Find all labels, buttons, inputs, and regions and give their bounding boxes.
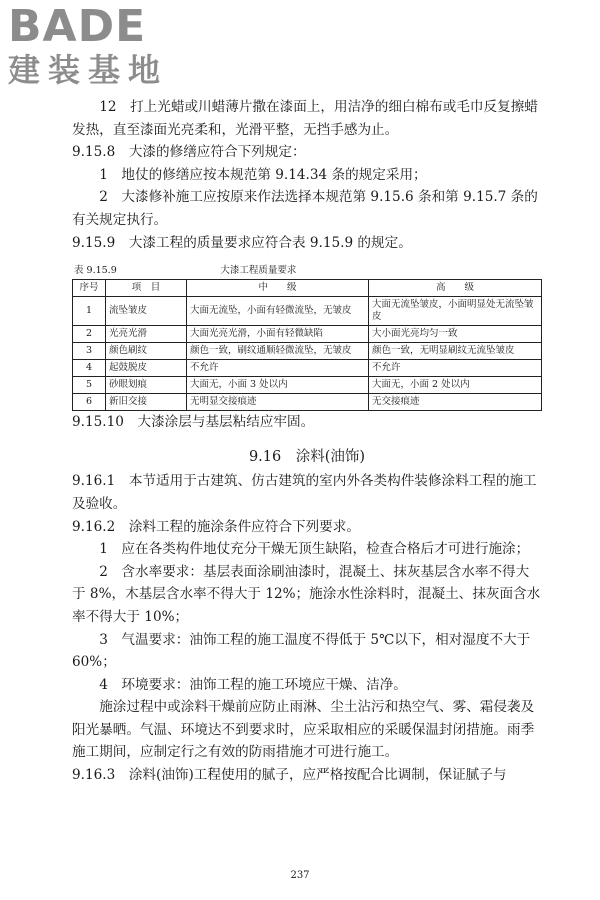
quality-table bbox=[72, 279, 542, 411]
column-header: 序号 bbox=[73, 280, 106, 297]
paragraph: 2 含水率要求：基层表面涂刷油漆时，混凝土、抹灰基层含水率不得大于 8%，木基层含水率不得大于 12%；施涂水性涂料时，混凝土、抹灰面含水率不得大于 10%； bbox=[72, 563, 541, 625]
paragraph: 3 气温要求：油饰工程的施工温度不得低于 5℃以下，相对湿度不大于 60%； bbox=[72, 631, 531, 671]
logo-brand: BADE bbox=[8, 1, 147, 52]
table-id: 表 9.15.9 bbox=[74, 265, 117, 277]
paragraph: 12 打上光蜡或川蜡薄片撒在漆面上，用洁净的细白棉布或毛巾反复擦蜡发热，直至漆面光亮柔和，光滑平整，无挡手感为止。 bbox=[72, 99, 538, 138]
table-cell: 新旧交接 bbox=[106, 394, 187, 411]
table-cell: 流坠皱皮 bbox=[106, 297, 187, 326]
page-number: 237 bbox=[290, 870, 310, 881]
table-cell: 大面无流坠皱皮，小面明显处无流坠皱皮 bbox=[369, 297, 542, 326]
paragraph: 9.15.9 大漆工程的质量要求应符合表 9.15.9 的规定。 bbox=[72, 234, 412, 251]
table-cell: 大面无，小面 2 处以内 bbox=[369, 377, 542, 394]
table-cell: 光亮光滑 bbox=[106, 326, 187, 343]
table-cell: 大面无流坠，小面有轻微流坠，无皱皮 bbox=[187, 297, 369, 326]
paragraph: 1 地仗的修缮应按本规范第 9.14.34 条的规定采用； bbox=[99, 166, 427, 183]
column-header: 高 级 bbox=[369, 280, 542, 297]
section-title: 9.16 涂料(油饰) bbox=[248, 448, 366, 465]
table-row bbox=[73, 326, 542, 343]
table-row bbox=[73, 297, 542, 326]
table-cell: 5 bbox=[73, 377, 106, 394]
table-cell: 4 bbox=[73, 360, 106, 377]
table-row bbox=[73, 377, 542, 394]
table-cell: 大小面光亮均匀一致 bbox=[369, 326, 542, 343]
table-cell: 起鼓脱皮 bbox=[106, 360, 187, 377]
quality-table-block bbox=[72, 264, 542, 411]
table-cell: 无明显交接痕迹 bbox=[187, 394, 369, 411]
table-cell: 颜色一致，刷纹通顺轻微流坠，无皱皮 bbox=[187, 343, 369, 360]
table-cell: 不允许 bbox=[369, 360, 542, 377]
table-row bbox=[73, 394, 542, 411]
table-row bbox=[73, 343, 542, 360]
paragraph: 2 大漆修补施工应按原来作法选择本规范第 9.15.6 条和第 9.15.7 条的有关规定执行。 bbox=[72, 189, 538, 228]
table-cell: 砂眼划痕 bbox=[106, 377, 187, 394]
paragraph: 9.16.2 涂料工程的施涂条件应符合下列要求。 bbox=[72, 518, 360, 535]
table-cell: 颜色刷纹 bbox=[106, 343, 187, 360]
table-header-row bbox=[73, 280, 542, 297]
column-header: 中 级 bbox=[187, 280, 369, 297]
paragraph: 9.15.8 大漆的修缮应符合下列规定： bbox=[72, 144, 306, 161]
logo-subtitle: 建装基地 bbox=[8, 51, 169, 89]
paragraph: 9.16.3 涂料(油饰)工程使用的腻子，应严格按配合比调制，保证腻子与 bbox=[72, 767, 507, 784]
paragraph: 1 应在各类构件地仗充分干燥无顶生缺陷，检查合格后才可进行施涂； bbox=[99, 541, 530, 558]
table-cell: 3 bbox=[73, 343, 106, 360]
table-cell: 颜色一致，无明显刷纹无流坠皱皮 bbox=[369, 343, 542, 360]
column-header: 项 目 bbox=[106, 280, 187, 297]
table-cell: 不允许 bbox=[187, 360, 369, 377]
paragraph: 9.16.1 本节适用于古建筑、仿古建筑的室内外各类构件装修涂料工程的施工及验收。 bbox=[72, 473, 537, 512]
paragraph: 9.15.10 大漆涂层与基层粘结应牢固。 bbox=[72, 414, 315, 431]
table-cell: 6 bbox=[73, 394, 106, 411]
table-row bbox=[73, 360, 542, 377]
table-cell: 大面光亮光滑，小面有轻微缺陷 bbox=[187, 326, 369, 343]
table-cell: 1 bbox=[73, 297, 106, 326]
paragraph: 4 环境要求：油饰工程的施工环境应干燥、洁净。 bbox=[99, 676, 407, 693]
table-cell: 无交接痕迹 bbox=[369, 394, 542, 411]
table-cell: 大面无，小面 3 处以内 bbox=[187, 377, 369, 394]
table-cell: 2 bbox=[73, 326, 106, 343]
page-content bbox=[72, 96, 542, 787]
table-caption bbox=[72, 264, 542, 279]
table-title: 大漆工程质量要求 bbox=[220, 265, 297, 277]
paragraph: 施涂过程中或涂料干燥前应防止雨淋、尘土沾污和热空气、雾、霜侵袭及阳光暴晒。气温、环境达不到要求时，应采取相应的采暖保温封闭措施。雨季施工期间，应制定行之有效的防雨措施才可进行施工。 bbox=[72, 699, 535, 761]
logo bbox=[8, 1, 178, 89]
